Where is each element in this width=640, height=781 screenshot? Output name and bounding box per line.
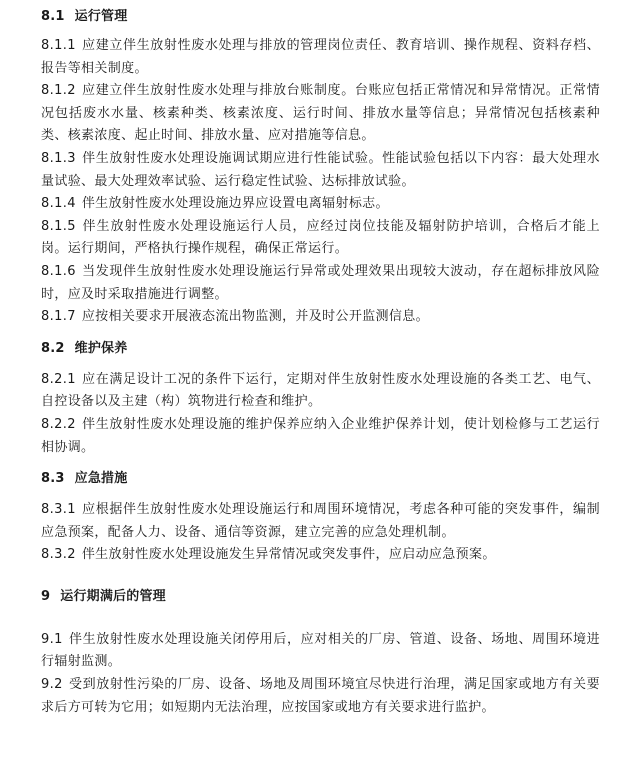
clause-text: 应按相关要求开展液态流出物监测，并及时公开监测信息。 [81, 309, 429, 325]
clause-text: 伴生放射性废水处理设施运行人员，应经过岗位技能及辐射防护培训，合格后才能上岗。运行期间，严格执行操作规程，确保正常运行。 [41, 218, 600, 257]
clause-8-1-3 [41, 148, 600, 193]
clause-text: 伴生放射性废水处理设施边界应设置电离辐射标志。 [81, 196, 389, 212]
clause-number: 8.3.2 [41, 547, 76, 563]
clause-8-3-1 [41, 499, 600, 544]
clause-text: 当发现伴生放射性废水处理设施运行异常或处理效果出现较大波动，存在超标排放风险时，应及时采取措施进行调整。 [41, 263, 600, 302]
section-title: 维护保养 [74, 340, 128, 356]
clause-8-2-1 [41, 369, 600, 414]
section-heading-9 [41, 587, 600, 607]
clause-8-3-2 [41, 544, 600, 567]
clause-number: 8.1.3 [41, 150, 76, 166]
clause-number: 8.3.1 [41, 502, 76, 518]
clause-text: 应根据伴生放射性废水处理设施运行和周围环境情况，考虑各种可能的突发事件，编制应急预案，配备人力、设备、通信等资源，建立完善的应急处理机制。 [41, 502, 600, 540]
clause-number: 8.1.5 [41, 218, 76, 234]
clause-number: 8.2.1 [41, 371, 76, 387]
clause-text: 伴生放射性废水处理设施关闭停用后，应对相关的厂房、管道、设备、场地、周围环境进行辐射监测。 [41, 631, 600, 670]
clause-text: 伴生放射性废水处理设施发生异常情况或突发事件，应启动应急预案。 [81, 547, 496, 563]
clause-8-1-7 [41, 306, 600, 329]
clause-text: 伴生放射性废水处理设施调试期应进行性能试验。性能试验包括以下内容：最大处理水量试验、最大处理效率试验、运行稳定性试验、达标排放试验。 [41, 150, 600, 189]
section-heading-8-2 [41, 339, 600, 359]
clause-number: 8.1.7 [41, 309, 76, 325]
clause-text: 应在满足设计工况的条件下运行，定期对伴生放射性废水处理设施的各类工艺、电气、自控设备以及主建（构）筑物进行检查和维护。 [41, 371, 600, 410]
clause-number: 9.1 [41, 631, 63, 647]
clause-9-1 [41, 629, 600, 674]
clause-number: 8.1.1 [41, 38, 76, 53]
clause-number: 8.1.4 [41, 196, 76, 212]
section-heading-8-1 [41, 0, 600, 27]
clause-8-1-2 [41, 80, 600, 148]
section-title: 运行期满后的管理 [60, 588, 166, 604]
clause-number: 8.2.2 [41, 416, 76, 432]
section-number: 9 [41, 588, 51, 604]
section-heading-8-3 [41, 469, 600, 489]
clause-9-2 [41, 674, 600, 719]
clause-text: 应建立伴生放射性废水处理与排放台账制度。台账应包括正常情况和异常情况。正常情况包括废水水量、核素种类、核素浓度、运行时间、排放水量等信息；异常情况包括核素种类、核素浓度、起止时间、排放水量、应对措施等信息。 [41, 83, 600, 144]
section-number: 8.2 [41, 340, 65, 356]
clause-8-1-4 [41, 193, 600, 216]
clause-8-1-5 [41, 216, 600, 261]
clause-number: 8.1.2 [41, 83, 76, 99]
section-title: 运行管理 [74, 9, 128, 24]
clause-8-2-2 [41, 414, 600, 459]
section-number: 8.1 [41, 9, 65, 24]
clause-text: 伴生放射性废水处理设施的维护保养应纳入企业维护保养计划，使计划检修与工艺运行相协调。 [41, 416, 600, 455]
clause-number: 9.2 [41, 677, 63, 693]
clause-8-1-1 [41, 35, 600, 80]
clause-8-1-6 [41, 261, 600, 306]
section-number: 8.3 [41, 471, 65, 487]
clause-text: 应建立伴生放射性废水处理与排放的管理岗位责任、教育培训、操作规程、资料存档、报告等相关制度。 [41, 38, 600, 76]
section-title: 应急措施 [74, 471, 128, 487]
clause-text: 受到放射性污染的厂房、设备、场地及周围环境宜尽快进行治理，满足国家或地方有关要求后方可转为它用；如短期内无法治理，应按国家或地方有关要求进行监护。 [41, 677, 600, 715]
clause-number: 8.1.6 [41, 263, 76, 279]
